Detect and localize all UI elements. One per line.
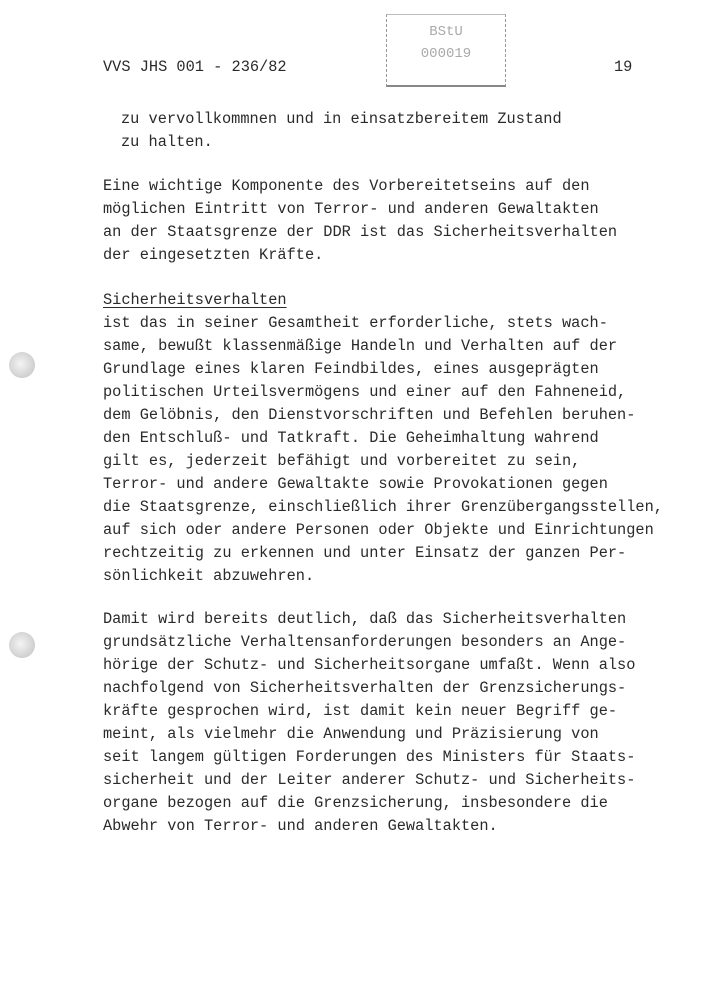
punch-hole-bottom xyxy=(9,632,35,658)
text-line: meint, als vielmehr die Anwendung und Präzisierung von xyxy=(103,725,599,743)
text-line: zu halten. xyxy=(121,133,213,151)
stamp-line-1: BStU xyxy=(429,24,463,40)
text-line: dem Gelöbnis, den Dienstvorschriften und Befehlen beruhen- xyxy=(103,406,636,424)
text-line: rechtzeitig zu erkennen und unter Einsatz der ganzen Per- xyxy=(103,544,627,562)
text-line: organe bezogen auf die Grenzsicherung, insbesondere die xyxy=(103,794,608,812)
text-line: same, bewußt klassenmäßige Handeln und Verhalten auf der xyxy=(103,337,618,355)
text-line: Damit wird bereits deutlich, daß das Sicherheitsverhalten xyxy=(103,610,627,628)
text-line: der eingesetzten Kräfte. xyxy=(103,246,324,264)
text-line: Grundlage eines klaren Feindbildes, eines ausgeprägten xyxy=(103,360,599,378)
section-heading: Sicherheitsverhalten xyxy=(103,291,287,309)
text-line: grundsätzliche Verhaltensanforderungen besonders an Ange- xyxy=(103,633,627,651)
page-number: 19 xyxy=(614,58,633,76)
archive-stamp xyxy=(386,14,506,87)
stamp-line-2: 000019 xyxy=(420,46,472,62)
text-line: kräfte gesprochen wird, ist damit kein neuer Begriff ge- xyxy=(103,702,618,720)
text-line: Terror- und andere Gewaltakte sowie Provokationen gegen xyxy=(103,475,608,493)
text-line: Abwehr von Terror- und anderen Gewaltakten. xyxy=(103,817,498,835)
text-line: gilt es, jederzeit befähigt und vorbereitet zu sein, xyxy=(103,452,581,470)
text-line: zu vervollkommnen und in einsatzbereitem Zustand xyxy=(121,110,562,128)
text-line: auf sich oder andere Personen oder Objekte und Einrichtungen xyxy=(103,521,654,539)
punch-hole-top xyxy=(9,352,35,378)
text-line: Eine wichtige Komponente des Vorbereitetseins auf den xyxy=(103,177,590,195)
text-line: möglichen Eintritt von Terror- und anderen Gewaltakten xyxy=(103,200,599,218)
text-line: den Entschluß- und Tatkraft. Die Geheimhaltung wahrend xyxy=(103,429,599,447)
document-reference: VVS JHS 001 - 236/82 xyxy=(103,58,287,76)
text-line: seit langem gültigen Forderungen des Ministers für Staats- xyxy=(103,748,636,766)
text-line: sönlichkeit abzuwehren. xyxy=(103,567,315,585)
text-line: ist das in seiner Gesamtheit erforderliche, stets wach- xyxy=(103,314,608,332)
text-line: sicherheit und der Leiter anderer Schutz- und Sicherheits- xyxy=(103,771,636,789)
text-line: an der Staatsgrenze der DDR ist das Sicherheitsverhalten xyxy=(103,223,618,241)
text-line: hörige der Schutz- und Sicherheitsorgane umfaßt. Wenn also xyxy=(103,656,636,674)
text-line: politischen Urteilsvermögens und einer auf den Fahneneid, xyxy=(103,383,627,401)
text-line: nachfolgend von Sicherheitsverhalten der Grenzsicherungs- xyxy=(103,679,627,697)
text-line: die Staatsgrenze, einschließlich ihrer Grenzübergangsstellen, xyxy=(103,498,663,516)
